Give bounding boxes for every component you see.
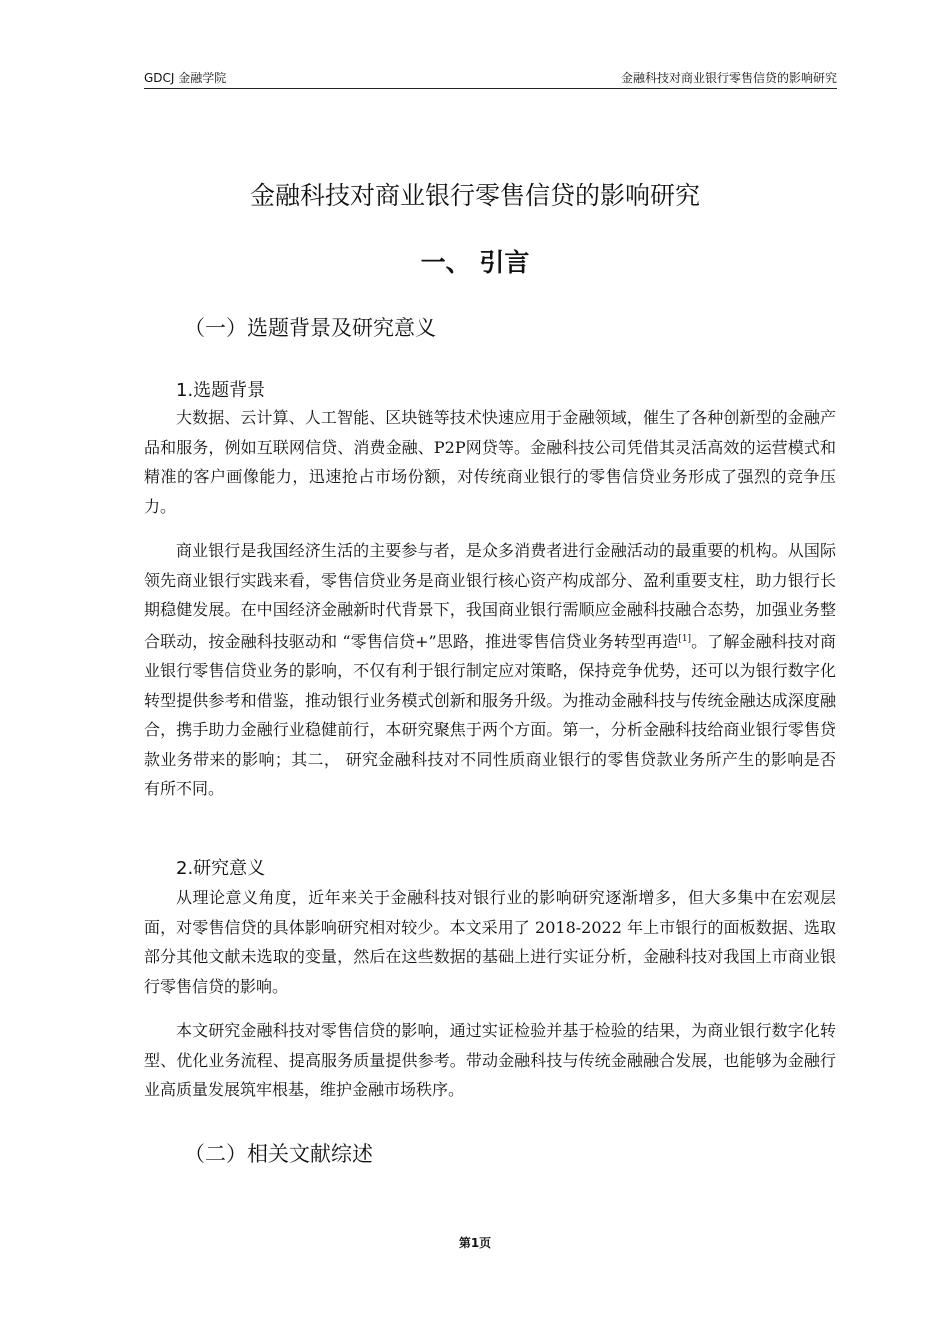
running-header [144,66,837,89]
chapter-heading: 一、 引言 [420,248,530,277]
page-number: 第1页 [458,1236,492,1250]
header-right: 金融科技对商业银行零售信贷的影响研究 [620,71,837,85]
header-left: GDCJ 金融学院 [144,71,227,85]
section-heading-1: （一）选题背景及研究意义 [184,316,436,340]
paragraph-bank-role-part2: 。了解金融科技对商业银行零售信贷业务的影响，不仅有利于银行制定应对策略，保持竞争优势，还可以为银行数字化转型提供参考和借鉴，推动银行业务模式创新和服务升级。为推动金融科技与传统金融达成深度融合，携手助力金融行业稳健前行，本研究聚焦于两个方面。第一，分析金融科技给商业银行零售贷款业务带来的影响；其二， 研究金融科技对不同性质商业银行的零售贷款业务所产生的影响是否有所不同。 [144,631,836,798]
subsection-heading-background: 1.选题背景 [176,380,266,401]
paragraph-bank-role [144,536,836,804]
paragraph-practical-significance: 本文研究金融科技对零售信贷的影响，通过实证检验并基于检验的结果，为商业银行数字化转型、优化业务流程、提高服务质量提供参考。带动金融科技与传统金融融合发展，也能够为金融行业高质量发展筑牢根基，维护金融市场秩序。 [144,1021,836,1099]
section-heading-2: （二）相关文献综述 [184,1142,373,1166]
paragraph-background: 大数据、云计算、人工智能、区块链等技术快速应用于金融领域，催生了各种创新型的金融产品和服务，例如互联网信贷、消费金融、P2P网贷等。金融科技公司凭借其灵活高效的运营模式和精准的客户画像能力，迅速抢占市场份额，对传统商业银行的零售信贷业务形成了强烈的竞争压力。 [144,408,836,516]
paragraph-bank-role-part1: 商业银行是我国经济生活的主要参与者，是众多消费者进行金融活动的最重要的机构。从国际领先商业银行实践来看，零售信贷业务是商业银行核心资产构成部分、盈利重要支柱，助力银行长期稳健发展。在中国经济金融新时代背景下，我国商业银行需顺应金融科技融合态势，加强业务整合联动，按金融科技驱动和 “零售信贷+”思路，推进零售信贷业务转型再造 [144,541,836,651]
subsection-heading-significance: 2.研究意义 [176,858,266,879]
citation-ref: [1] [678,633,692,644]
paragraph-theory-significance: 从理论意义角度，近年来关于金融科技对银行业的影响研究逐渐增多，但大多集中在宏观层面，对零售信贷的具体影响研究相对较少。本文采用了 2018-2022 年上市银行的面板数据、选取部分其他文献未选取的变量，然后在这些数据的基础上进行实证分析，金融科技对我国上市商业银行零售信贷的影响。 [144,888,836,996]
paper-title: 金融科技对商业银行零售信贷的影响研究 [249,181,700,210]
